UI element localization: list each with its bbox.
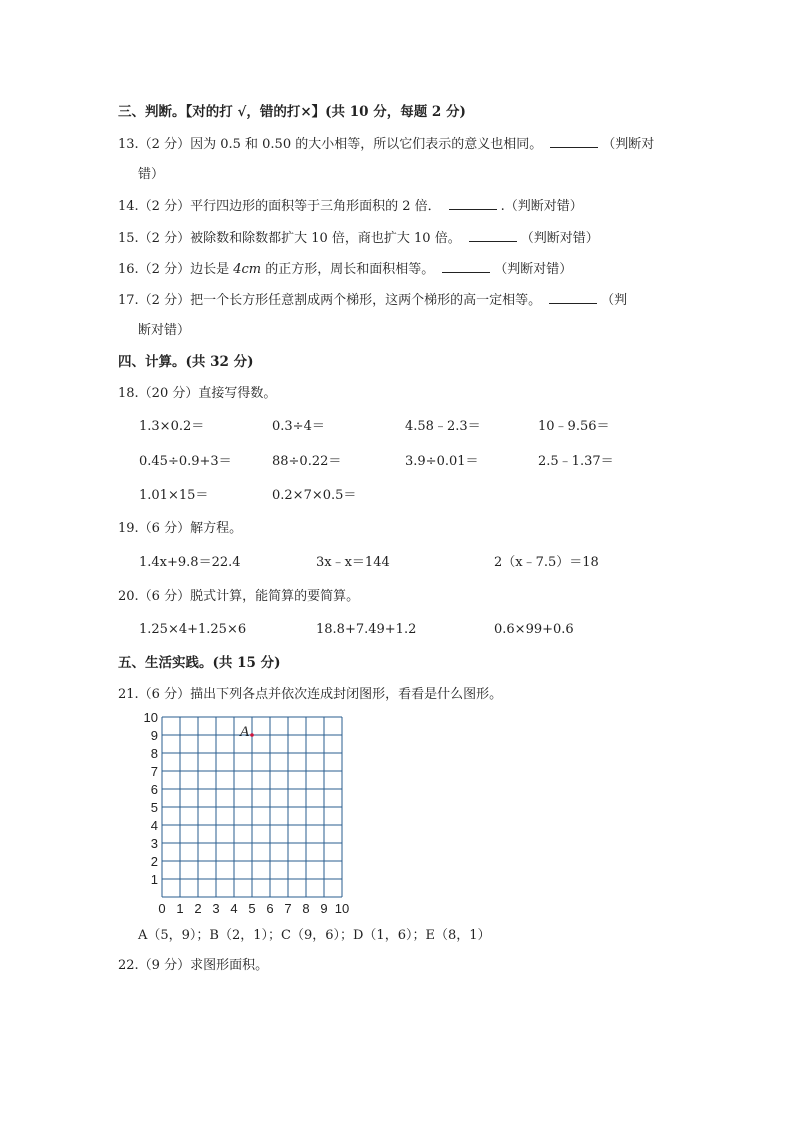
q17-text: 17.（2 分）把一个长方形任意割成两个梯形，这两个梯形的高一定相等。 (118, 293, 542, 308)
q19-text: 19.（6 分）解方程。 (118, 521, 243, 536)
q14-answer-blank[interactable] (449, 197, 497, 210)
q17-cont: 断对错） (138, 323, 191, 338)
q18-item: 2.5﹣1.37＝ (538, 454, 614, 469)
q15-suffix: （判断对错） (520, 231, 599, 246)
y-tick-label: 7 (150, 764, 158, 779)
q20-item: 1.25×4+1.25×6 (139, 622, 247, 637)
x-tick-label: 1 (176, 901, 184, 916)
y-tick-label: 2 (150, 854, 158, 869)
y-tick-label: 4 (150, 818, 158, 833)
x-tick-label: 3 (212, 901, 220, 916)
x-tick-label: 10 (334, 901, 350, 916)
q19-equation: 1.4x+9.8＝22.4 (139, 555, 241, 570)
q21-points-label: A（5，9）；B（2，1）；C（9，6）；D（1，6）；E（8，1） (138, 928, 491, 943)
x-tick-label: 6 (266, 901, 274, 916)
q15-text: 15.（2 分）被除数和除数都扩大 10 倍，商也扩大 10 倍。 (118, 231, 461, 246)
section4-heading: 四、计算。(共 32 分) (118, 354, 254, 370)
q17-answer-blank[interactable] (549, 291, 597, 304)
x-tick-label: 4 (230, 901, 238, 916)
x-tick-label: 9 (320, 901, 328, 916)
q21-text: 21.（6 分）描出下列各点并依次连成封闭图形，看看是什么图形。 (118, 687, 503, 702)
q22-text: 22.（9 分）求图形面积。 (118, 958, 269, 973)
q20-text: 20.（6 分）脱式计算，能简算的要简算。 (118, 589, 360, 604)
y-tick-label: 3 (150, 836, 158, 851)
q16-pre: 16.（2 分）边长是 (118, 262, 234, 277)
y-tick-label: 6 (150, 782, 158, 797)
x-tick-label: 7 (284, 901, 292, 916)
q19-equation: 3x﹣x＝144 (316, 555, 390, 570)
q19-equation: 2（x﹣7.5）＝18 (494, 555, 599, 570)
q16-post: 的正方形，周长和面积相等。 (261, 262, 435, 277)
y-tick-label: 8 (150, 746, 158, 761)
q18-item: 0.3÷4＝ (272, 419, 325, 434)
q18-item: 1.01×15＝ (139, 488, 209, 503)
x-tick-label: 0 (158, 901, 166, 916)
point-a-label: A (239, 724, 249, 740)
q18-item: 4.58﹣2.3＝ (405, 419, 481, 434)
q14-text: 14.（2 分）平行四边形的面积等于三角形面积的 2 倍． (118, 199, 441, 214)
q13-suffix: （判断对 (602, 137, 655, 152)
q13-answer-blank[interactable] (550, 135, 598, 148)
q18-item: 1.3×0.2＝ (139, 419, 205, 434)
q16-answer-blank[interactable] (442, 260, 490, 273)
q16-suffix: （判断对错） (494, 262, 573, 277)
q18-item: 88÷0.22＝ (272, 454, 342, 469)
x-tick-label: 2 (194, 901, 202, 916)
question-17 (118, 291, 627, 310)
q14-suffix: .（判断对错） (500, 199, 583, 214)
y-tick-label: 9 (150, 728, 158, 743)
section3-heading: 三、判断。【对的打 √，错的打×】(共 10 分，每题 2 分) (118, 104, 466, 120)
y-tick-label: 10 (143, 710, 158, 725)
coordinate-grid (135, 710, 355, 916)
x-tick-label: 8 (302, 901, 310, 916)
q18-item: 0.2×7×0.5＝ (272, 488, 357, 503)
question-13 (118, 135, 654, 154)
q17-suffix: （判 (601, 293, 628, 308)
question-16 (118, 260, 572, 279)
q20-item: 0.6×99+0.6 (494, 622, 574, 637)
question-14 (118, 197, 583, 216)
question-15 (118, 229, 599, 248)
section5-heading: 五、生活实践。(共 15 分) (118, 655, 281, 671)
q16-unit: 4cm (233, 262, 262, 277)
q15-answer-blank[interactable] (469, 229, 517, 242)
q18-item: 3.9÷0.01＝ (405, 454, 479, 469)
q13-text: 13.（2 分）因为 0.5 和 0.50 的大小相等，所以它们表示的意义也相同。 (118, 137, 543, 152)
x-tick-label: 5 (248, 901, 256, 916)
q20-item: 18.8+7.49+1.2 (316, 622, 417, 637)
q13-cont: 错） (138, 167, 165, 182)
y-tick-label: 1 (150, 872, 158, 887)
q18-text: 18.（20 分）直接写得数。 (118, 386, 277, 401)
q18-item: 0.45÷0.9+3＝ (139, 454, 232, 469)
point-a-marker (250, 733, 254, 737)
y-tick-label: 5 (150, 800, 158, 815)
q18-item: 10﹣9.56＝ (538, 419, 610, 434)
